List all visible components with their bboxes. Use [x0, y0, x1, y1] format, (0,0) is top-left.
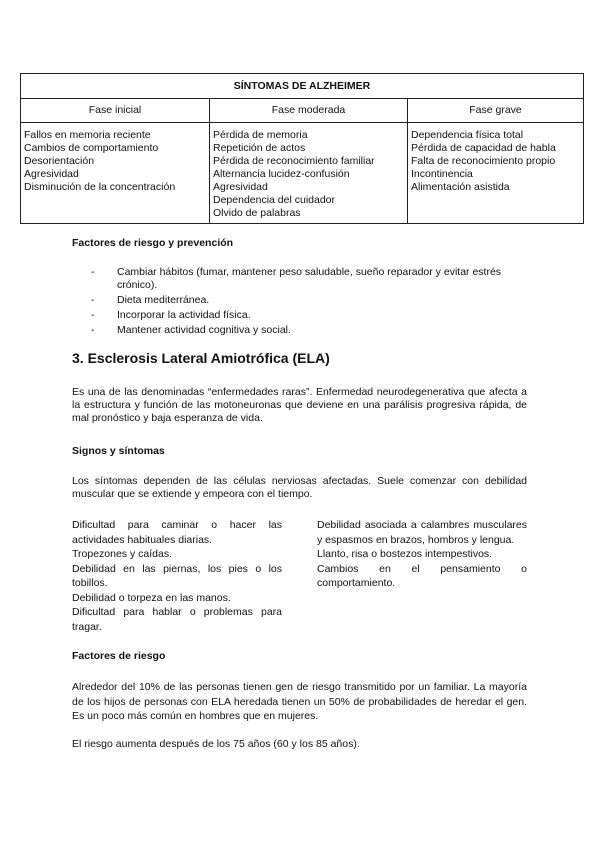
paragraph: Los síntomas dependen de las células nerviosas afectadas. Suele comenzar con debilidad muscular que se extiende y empeora con el tiempo. [72, 475, 527, 500]
symptom: Olvido de palabras [213, 207, 301, 219]
signs-right-column [317, 518, 527, 591]
symptom: Dependencia física total [411, 129, 524, 141]
list-item: - Incorporar la actividad física. [72, 309, 532, 322]
phase-column [210, 123, 408, 224]
section-heading: Factores de riesgo [72, 650, 166, 662]
prevention-list [72, 266, 532, 339]
phase-column [408, 123, 584, 224]
phase-header: Fase moderada [210, 99, 408, 123]
symptom: Fallos en memoria reciente [24, 129, 151, 141]
section-title: 3. Esclerosis Lateral Amiotrófica (ELA) [72, 350, 330, 366]
symptom: Alimentación asistida [411, 181, 510, 193]
paragraph: Alrededor del 10% de las personas tienen gen de riesgo transmitido por un familiar. La mayoría de los hijos de personas con ELA heredada tienen un 50% de probabilidades de heredar el gen. Es un poco más común en hombres que en mujeres. [72, 681, 527, 722]
paragraph: El riesgo aumenta después de los 75 años (60 y los 85 años). [72, 738, 360, 750]
table-title: SÍNTOMAS DE ALZHEIMER [21, 74, 584, 99]
sign: Debilidad asociada a calambres musculares y espasmos en brazos, hombros y lengua. [317, 519, 527, 546]
section-heading: Factores de riesgo y prevención [72, 237, 234, 249]
symptom: Desorientación [24, 155, 95, 167]
sign: Cambios en el pensamiento o comportamiento. [317, 562, 527, 589]
sign: Dificultad para caminar o hacer las actividades habituales diarias. [72, 519, 282, 546]
symptom: Dependencia del cuidador [213, 194, 336, 206]
sign: Llanto, risa o bostezos intempestivos. [317, 548, 493, 560]
signs-left-column [72, 518, 282, 634]
symptom: Agresividad [24, 168, 79, 180]
list-item: - Dieta mediterránea. [72, 294, 532, 307]
alzheimer-symptoms-table [20, 73, 584, 224]
symptom: Pérdida de reconocimiento familiar [213, 155, 375, 167]
symptom: Pérdida de memoria [213, 129, 308, 141]
sign: Debilidad en las piernas, los pies o los tobillos. [72, 562, 282, 589]
phase-header: Fase grave [408, 99, 584, 123]
section-heading: Signos y síntomas [72, 445, 165, 457]
symptom: Pérdida de capacidad de habla [411, 142, 556, 154]
symptom: Agresividad [213, 181, 268, 193]
phase-column [21, 123, 210, 224]
symptom: Repetición de actos [213, 142, 306, 154]
symptom: Falta de reconocimiento propio [411, 155, 556, 167]
symptom: Cambios de comportamiento [24, 142, 159, 154]
symptom: Alternancia lucidez-confusión [213, 168, 350, 180]
sign: Tropezones y caídas. [72, 548, 172, 560]
phase-header: Fase inicial [21, 99, 210, 123]
list-item: - Cambiar hábitos (fumar, mantener peso saludable, sueño reparador y evitar estrés crónico). [72, 266, 532, 292]
sign: Dificultad para hablar o problemas para tragar. [72, 606, 282, 633]
sign: Debilidad o torpeza en las manos. [72, 591, 231, 604]
list-item: - Mantener actividad cognitiva y social. [72, 324, 532, 337]
paragraph: Es una de las denominadas “enfermedades raras”. Enfermedad neurodegenerativa que afecta a la estructura y función de las motoneuronas que deviene en una parálisis progresiva rápida, de mal pronóstico y baja esperanza de vida. [72, 386, 527, 424]
symptom: Incontinencia [411, 168, 473, 180]
symptom: Disminución de la concentración [24, 181, 176, 193]
